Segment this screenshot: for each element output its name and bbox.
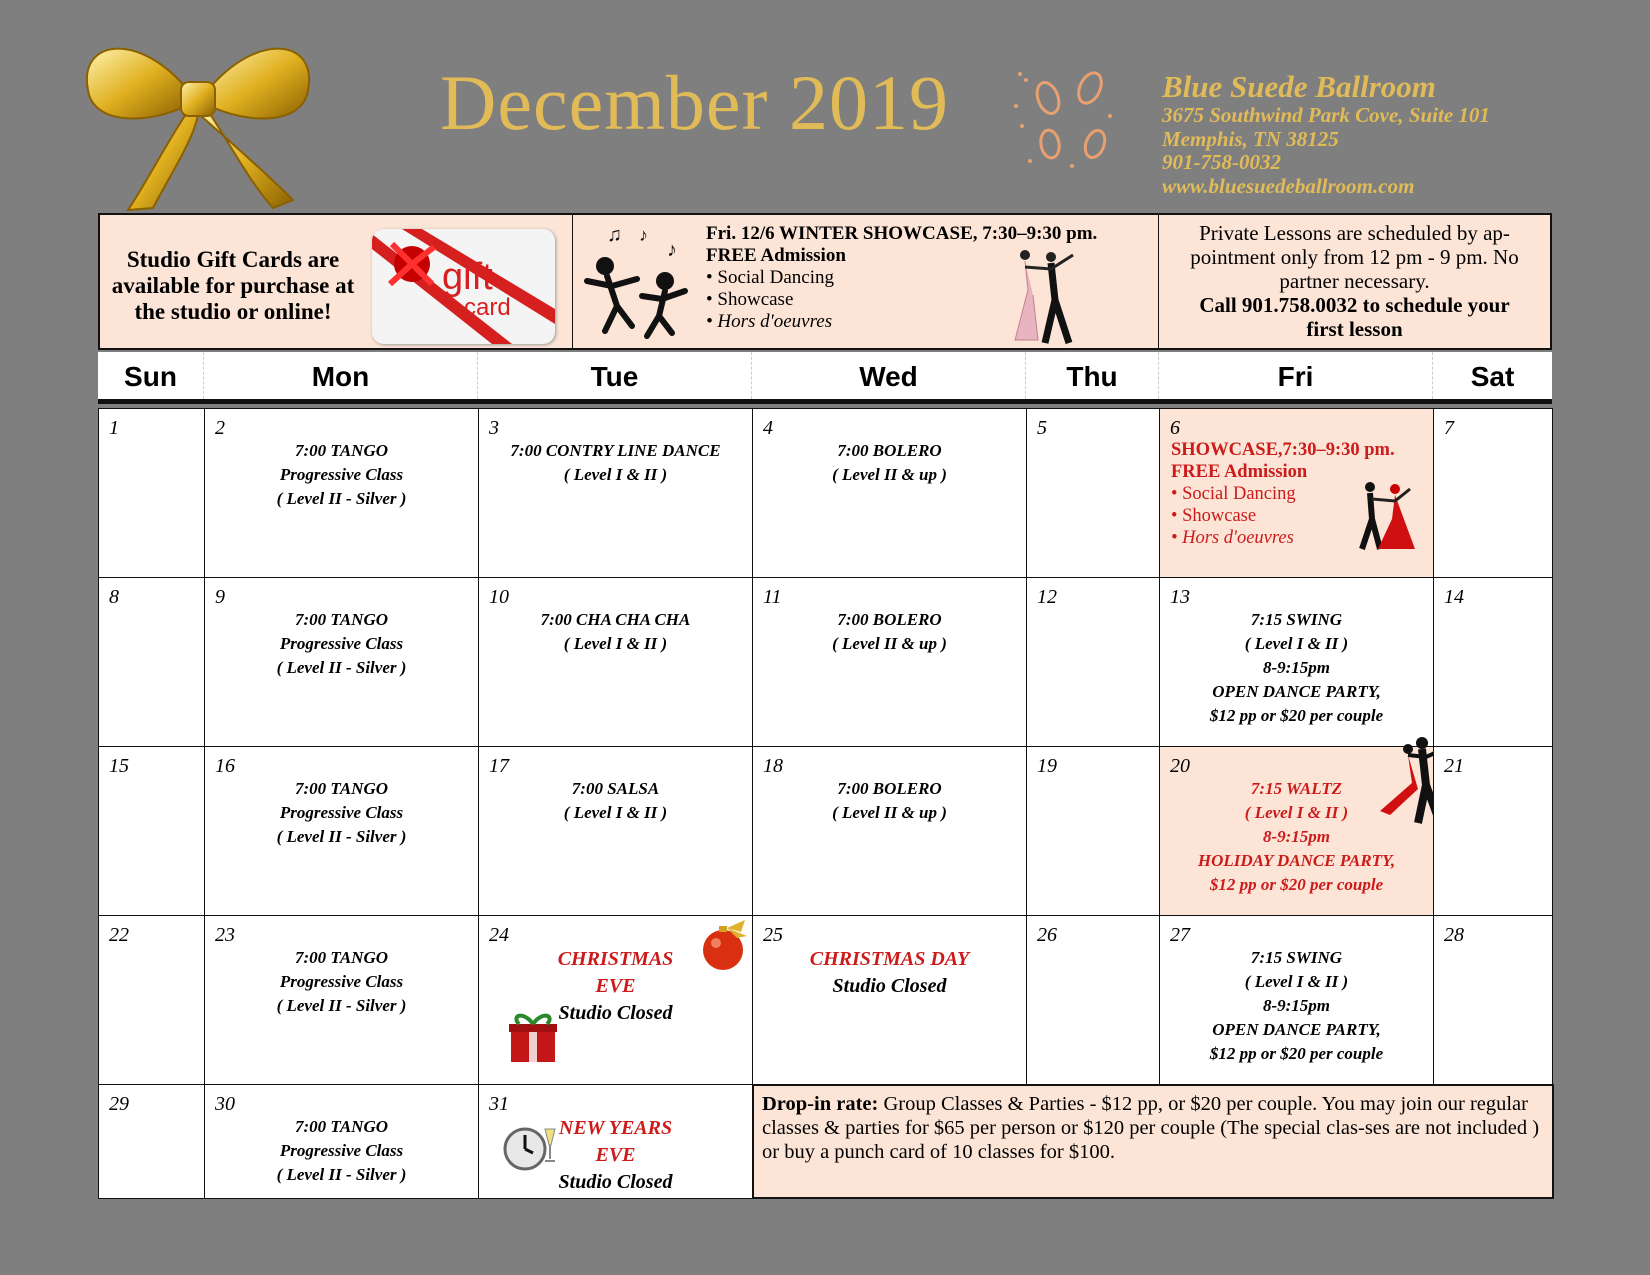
day-cell[interactable] xyxy=(479,916,753,1085)
weekday-fri: Fri xyxy=(1159,352,1433,399)
day-number: 10 xyxy=(489,586,509,608)
day-number: 25 xyxy=(763,924,783,946)
weekday-sat: Sat xyxy=(1470,361,1515,392)
event-line: 7:15 WALTZ xyxy=(1250,779,1343,798)
event-bolero xyxy=(753,777,1026,825)
private-lessons-text: Private Lessons are scheduled by ap-pointment only from 12 pm - 9 pm. No partner necessary. xyxy=(1190,221,1519,293)
drop-in-text: Group Classes & Parties - $12 pp, or $20 per couple. You may join our regular classes & parties for $65 per person or $120 per couple (The special clas-ses are not included ) or buy a punch card of 10 classes for $100. xyxy=(762,1093,1540,1163)
gift-card-panel xyxy=(100,215,573,348)
event-bolero xyxy=(753,439,1026,487)
day-cell[interactable] xyxy=(1434,916,1553,1085)
event-line: ( Level II & up ) xyxy=(832,465,947,484)
event-line: CHRISTMAS xyxy=(557,948,674,970)
day-cell[interactable] xyxy=(479,747,753,916)
clock-champagne-icon xyxy=(501,1119,559,1175)
private-lessons-call: Call 901.758.0032 to schedule your first lesson xyxy=(1199,293,1510,341)
event-line: 7:00 CONTRY LINE DANCE xyxy=(510,441,721,460)
event-line: 7:00 TANGO xyxy=(294,441,389,460)
weekday-sun: Sun xyxy=(98,352,204,399)
day-number: 11 xyxy=(763,586,782,608)
weekday-wed: Wed xyxy=(752,352,1026,399)
event-line: Progressive Class xyxy=(279,803,404,822)
day-number: 28 xyxy=(1444,924,1464,946)
day-number: 13 xyxy=(1170,586,1190,608)
day-cell[interactable] xyxy=(1160,916,1434,1085)
day-number: 7 xyxy=(1444,417,1454,439)
day-number: 12 xyxy=(1037,586,1057,608)
calendar xyxy=(98,352,1552,1202)
weekday-mon: Mon xyxy=(204,352,478,399)
day-cell[interactable] xyxy=(205,916,479,1085)
day-cell[interactable] xyxy=(1160,747,1434,916)
svg-text:♪: ♪ xyxy=(639,225,648,245)
showcase-title: Fri. 12/6 WINTER SHOWCASE, 7:30–9:30 pm. xyxy=(706,223,1098,244)
showcase-admission: FREE Admission xyxy=(706,245,846,266)
day-cell[interactable] xyxy=(753,916,1027,1085)
gift-card-text: Studio Gift Cards are available for purchase at the studio or online! xyxy=(111,247,355,324)
event-line: 8-9:15pm xyxy=(1262,996,1331,1015)
day-number: 1 xyxy=(109,417,119,439)
studio-address-2: Memphis, TN 38125 xyxy=(1162,126,1339,151)
day-number: 21 xyxy=(1444,755,1464,777)
studio-address-1: 3675 Southwind Park Cove, Suite 101 xyxy=(1162,103,1490,127)
event-line: 7:00 TANGO xyxy=(294,779,389,798)
day-number: 29 xyxy=(109,1093,129,1115)
gift-box-icon xyxy=(505,1008,561,1064)
day-cell[interactable] xyxy=(479,578,753,747)
day-number: 20 xyxy=(1170,755,1190,777)
event-line: $12 pp or $20 per couple xyxy=(1209,1044,1384,1063)
event-line: $12 pp or $20 per couple xyxy=(1209,875,1384,894)
event-line: 7:15 SWING xyxy=(1250,948,1343,967)
studio-phone: 901-758-0032 xyxy=(1162,150,1281,174)
day-cell[interactable] xyxy=(479,409,753,578)
event-line: CHRISTMAS DAY xyxy=(809,948,970,970)
day-number: 14 xyxy=(1444,586,1464,608)
private-lessons-panel xyxy=(1159,215,1550,348)
event-swing xyxy=(1160,946,1433,1066)
day-cell[interactable] xyxy=(1160,578,1434,747)
studio-name: Blue Suede Ballroom xyxy=(1162,69,1436,104)
event-line: ( Level I & II ) xyxy=(1244,972,1349,991)
day-cell[interactable] xyxy=(205,578,479,747)
event-line: OPEN DANCE PARTY, xyxy=(1212,1020,1381,1039)
event-line: Studio Closed xyxy=(558,1171,673,1193)
day-number: 23 xyxy=(215,924,235,946)
event-line: ( Level II - Silver ) xyxy=(276,658,407,677)
event-line: Progressive Class xyxy=(279,1141,404,1160)
day-cell[interactable] xyxy=(753,409,1027,578)
event-line: 7:00 TANGO xyxy=(294,948,389,967)
day-cell[interactable] xyxy=(205,747,479,916)
day-cell[interactable] xyxy=(1434,409,1553,578)
event-line: • Hors d'oeuvres xyxy=(1171,528,1294,548)
event-line: Studio Closed xyxy=(558,1002,673,1024)
day-cell[interactable] xyxy=(479,1085,753,1199)
event-salsa xyxy=(479,777,752,825)
day-cell[interactable] xyxy=(1160,409,1434,578)
event-swing xyxy=(1160,608,1433,728)
day-number: 22 xyxy=(109,924,129,946)
event-line: ( Level II & up ) xyxy=(832,803,947,822)
event-line: EVE xyxy=(595,975,636,997)
day-number: 18 xyxy=(763,755,783,777)
day-cell[interactable] xyxy=(1434,747,1553,916)
day-number: 15 xyxy=(109,755,129,777)
event-line: ( Level I & II ) xyxy=(563,634,668,653)
day-number: 31 xyxy=(489,1093,509,1115)
event-line: ( Level I & II ) xyxy=(563,465,668,484)
day-number: 24 xyxy=(489,924,509,946)
day-cell[interactable] xyxy=(1027,409,1160,578)
day-cell[interactable] xyxy=(753,747,1027,916)
event-tango xyxy=(205,777,478,849)
event-line: ( Level I & II ) xyxy=(563,803,668,822)
svg-text:♫: ♫ xyxy=(607,224,622,246)
day-cell[interactable] xyxy=(1027,747,1160,916)
day-cell[interactable] xyxy=(99,409,205,578)
event-country-line xyxy=(479,439,752,487)
showcase-panel xyxy=(573,215,1159,348)
event-line: 7:00 TANGO xyxy=(294,1117,389,1136)
drop-in-label: Drop-in rate: xyxy=(762,1093,879,1115)
event-line: 7:00 BOLERO xyxy=(837,441,942,460)
studio-info xyxy=(1162,70,1490,198)
studio-website[interactable]: www.bluesuedeballroom.com xyxy=(1162,173,1415,198)
page-title: December 2019 xyxy=(440,59,949,146)
event-line: HOLIDAY DANCE PARTY, xyxy=(1197,851,1396,870)
day-number: 27 xyxy=(1170,924,1190,946)
event-line: Progressive Class xyxy=(279,972,404,991)
svg-text:♪: ♪ xyxy=(667,239,677,261)
day-cell[interactable] xyxy=(753,578,1027,747)
showcase-item: • Hors d'oeuvres xyxy=(706,311,833,332)
gift-card-image xyxy=(372,229,555,344)
gold-bow-icon xyxy=(78,30,318,220)
event-christmas-day xyxy=(753,946,1026,1000)
day-cell[interactable] xyxy=(1027,578,1160,747)
info-strip xyxy=(98,213,1552,350)
event-tango xyxy=(205,608,478,680)
day-cell[interactable] xyxy=(205,409,479,578)
day-cell[interactable] xyxy=(1434,578,1553,747)
event-line: 7:15 SWING xyxy=(1250,610,1343,629)
day-number: 26 xyxy=(1037,924,1057,946)
event-line: ( Level I & II ) xyxy=(1244,634,1349,653)
event-tango xyxy=(205,439,478,511)
ballroom-couple-icon xyxy=(1003,245,1083,345)
day-number: 6 xyxy=(1170,417,1180,439)
event-line: ( Level I & II ) xyxy=(1244,803,1349,822)
weekday-thu: Thu xyxy=(1026,352,1159,399)
event-line: 7:00 BOLERO xyxy=(837,610,942,629)
dancing-figures-icon xyxy=(577,221,702,341)
event-line: ( Level II - Silver ) xyxy=(276,489,407,508)
day-number: 9 xyxy=(215,586,225,608)
day-cell[interactable] xyxy=(205,1085,479,1199)
event-line: ( Level II & up ) xyxy=(832,634,947,653)
day-cell[interactable] xyxy=(99,747,205,916)
day-number: 30 xyxy=(215,1093,235,1115)
event-line: SHOWCASE,7:30–9:30 pm. xyxy=(1171,440,1395,460)
day-number: 4 xyxy=(763,417,773,439)
drop-in-rate-box xyxy=(752,1084,1554,1199)
event-line: ( Level II - Silver ) xyxy=(276,1165,407,1184)
event-line: EVE xyxy=(595,1144,636,1166)
gift-card-word-card: card xyxy=(464,294,511,321)
event-line: OPEN DANCE PARTY, xyxy=(1212,682,1381,701)
showcase-item: • Social Dancing xyxy=(706,267,835,288)
event-tango xyxy=(205,1115,478,1187)
day-number: 8 xyxy=(109,586,119,608)
event-line: 7:00 SALSA xyxy=(571,779,660,798)
day-cell[interactable] xyxy=(1027,916,1160,1085)
day-number: 5 xyxy=(1037,417,1047,439)
event-line: NEW YEARS xyxy=(558,1117,673,1139)
event-line: 8-9:15pm xyxy=(1262,827,1331,846)
event-line: 7:00 TANGO xyxy=(294,610,389,629)
event-tango xyxy=(205,946,478,1018)
weekday-tue: Tue xyxy=(478,352,752,399)
dancing-couple-icon xyxy=(1350,479,1420,551)
ornament-icon xyxy=(701,918,751,974)
event-line: 7:00 CHA CHA CHA xyxy=(540,610,691,629)
event-line: Studio Closed xyxy=(832,975,947,997)
event-line: • Social Dancing xyxy=(1171,484,1296,504)
event-line: FREE Admission xyxy=(1171,462,1308,482)
event-line: 8-9:15pm xyxy=(1262,658,1331,677)
calendar-grid xyxy=(98,408,1553,1199)
event-line: Progressive Class xyxy=(279,634,404,653)
event-line: • Showcase xyxy=(1171,506,1257,526)
showcase-item: • Showcase xyxy=(706,289,794,310)
day-number: 3 xyxy=(489,417,499,439)
day-cell[interactable] xyxy=(99,578,205,747)
day-number: 17 xyxy=(489,755,509,777)
day-cell[interactable] xyxy=(99,1085,205,1199)
dance-footprints-icon xyxy=(1010,66,1125,176)
day-number: 19 xyxy=(1037,755,1057,777)
event-line: ( Level II - Silver ) xyxy=(276,996,407,1015)
gift-card-word-gift: gift xyxy=(442,256,493,298)
event-cha-cha xyxy=(479,608,752,656)
day-number: 16 xyxy=(215,755,235,777)
event-line: 7:00 BOLERO xyxy=(837,779,942,798)
event-bolero xyxy=(753,608,1026,656)
event-line: ( Level II - Silver ) xyxy=(276,827,407,846)
day-cell[interactable] xyxy=(99,916,205,1085)
event-line: Progressive Class xyxy=(279,465,404,484)
event-line: $12 pp or $20 per couple xyxy=(1209,706,1384,725)
weekday-header xyxy=(98,352,1552,404)
day-number: 2 xyxy=(215,417,225,439)
